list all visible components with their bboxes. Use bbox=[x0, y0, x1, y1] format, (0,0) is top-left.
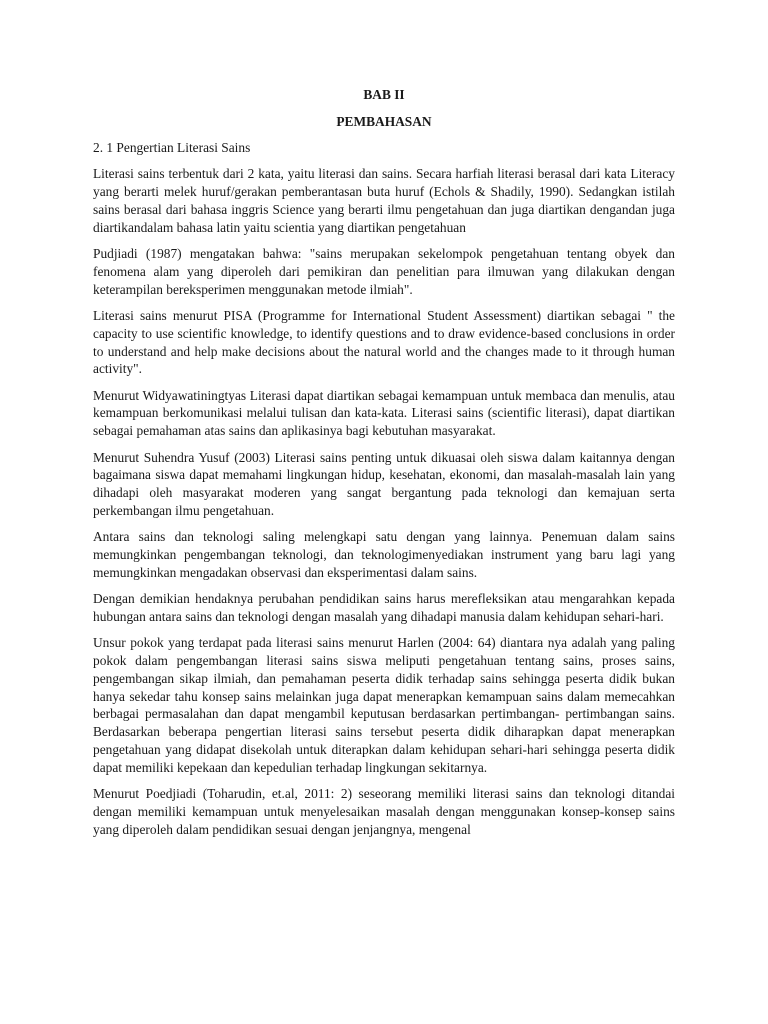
paragraph: Literasi sains menurut PISA (Programme for International Student Assessment) diartikan sebagai " the capacity to use scientific knowledge, to identify questions and to draw evidence-based conclusions in order to understand and help make decisions about the natural world and the changes made to it through human activity". bbox=[93, 307, 675, 377]
document-page bbox=[93, 86, 675, 847]
paragraph: Antara sains dan teknologi saling melengkapi satu dengan yang lainnya. Penemuan dalam sains memungkinkan pengembangan teknologi, dan teknologimenyediakan instrument yang baru lagi yang memungkinkan mengadakan observasi dan eksperimentasi dalam sains. bbox=[93, 529, 675, 580]
paragraph: Unsur pokok yang terdapat pada literasi sains menurut Harlen (2004: 64) diantara nya adalah yang paling pokok dalam pengembangan literasi sains siswa meliputi pengetahuan tentang sains, proses sains, pengembangan sikap ilmiah, dan pemahaman peserta didik terhadap sains sehingga peserta didik bukan hanya sekedar tahu konsep sains melainkan juga dapat menerapkan kemampuan sains dalam memecahkan berbagai permasalahan dan dapat mengambil keputusan berdasarkan pertimbangan- pertimbangan sains. Berdasarkan beberapa pengertian literasi sains tersebut peserta didik diharapkan dapat menerapkan pengetahuan yang didapat disekolah untuk diterapkan dalam kehidupan sehari-hari sehingga peserta didik dapat memiliki kepekaan dan kepedulian terhadap lingkungan sekitarnya. bbox=[93, 635, 675, 775]
paragraph: Pudjiadi (1987) mengatakan bahwa: "sains merupakan sekelompok pengetahuan tentang obyek dan fenomena alam yang diperoleh dari pemikiran dan penelitian para ilmuwan yang dilakukan dengan keterampilan bereksperimen menggunakan metode ilmiah". bbox=[93, 246, 675, 297]
paragraph: Dengan demikian hendaknya perubahan pendidikan sains harus merefleksikan atau mengarahkan kepada hubungan antara sains dan teknologi dengan masalah yang dihadapi manusia dalam kehidupan sehari-hari. bbox=[93, 591, 675, 624]
chapter-heading: BAB II bbox=[363, 87, 405, 102]
chapter-title: PEMBAHASAN bbox=[336, 113, 432, 129]
paragraph: Literasi sains terbentuk dari 2 kata, yaitu literasi dan sains. Secara harfiah literasi berasal dari kata Literacy yang berarti melek huruf/gerakan pemberantasan buta huruf (Echols & Shadily, 1990). Sedangkan istilah sains berasal dari bahasa inggris Science yang berarti ilmu pengetahuan dan juga diartikan dengandan juga diartikandalam bahasa latin yaitu scientia yang diartikan pengetahuan bbox=[93, 166, 675, 235]
section-title: 2. 1 Pengertian Literasi Sains bbox=[93, 139, 251, 155]
paragraph: Menurut Poedjiadi (Toharudin, et.al, 2011: 2) seseorang memiliki literasi sains dan teknologi ditandai dengan memiliki kemampuan untuk menyelesaikan masalah dengan menggunakan konsep-konsep sains yang diperoleh dalam pendidikan sesuai dengan jenjangnya, mengenal bbox=[93, 786, 675, 837]
paragraph: Menurut Suhendra Yusuf (2003) Literasi sains penting untuk dikuasai oleh siswa dalam kaitannya dengan bagaimana siswa dapat memahami lingkungan hidup, kesehatan, ekonomi, dan masalah-masalah lain yang dihadapi oleh masyarakat moderen yang sangat bergantung pada teknologi dan kemajuan serta perkembangan ilmu pengetahuan. bbox=[93, 449, 675, 518]
paragraph: Menurut Widyawatiningtyas Literasi dapat diartikan sebagai kemampuan untuk membaca dan menulis, atau kemampuan berkomunikasi melalui tulisan dan kata-kata. Literasi sains (scientific literasi), dapat diartikan sebagai pemahaman atas sains dan aplikasinya bagi kebutuhan masyarakat. bbox=[93, 387, 675, 439]
